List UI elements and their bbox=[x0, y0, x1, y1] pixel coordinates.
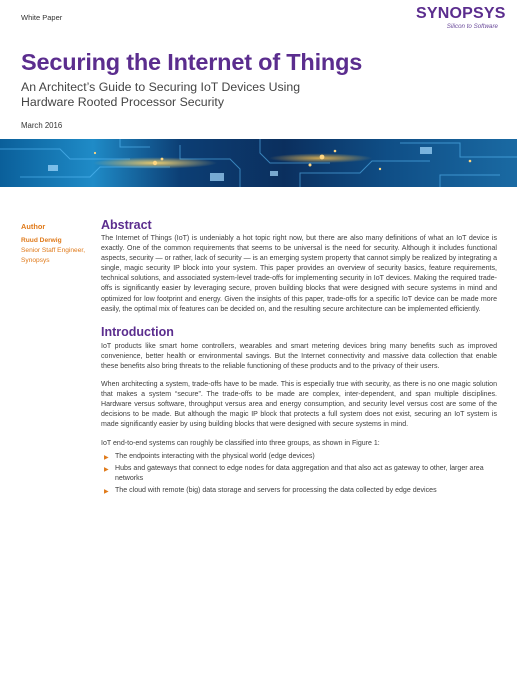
author-heading: Author bbox=[21, 222, 46, 231]
logo-wordmark: SYNOPSYS bbox=[416, 5, 506, 22]
logo-tagline: Silicon to Software bbox=[446, 23, 498, 30]
list-item bbox=[101, 452, 497, 462]
introduction-paragraph-2: When architecting a system, trade-offs have to be made. This is especially true with security, as there is no one magic solution that makes a system “secure”. The trade-offs to be made are complex, inter-dependent, and span multiple disciplines. Hardware versus software, throughput versus area and energy consumption, and security level versus cost are some of the decisions to be made. But although the magic IP block that protects a full system does not exist, securing an IoT system is made significantly easier by using building blocks that were designed with secure systems in mind. bbox=[101, 381, 497, 429]
list-item bbox=[101, 464, 497, 484]
triangle-bullet-icon: ▶ bbox=[104, 488, 109, 495]
introduction-paragraph-3: IoT end-to-end systems can roughly be classified into three groups, as shown in Figure 1: bbox=[101, 439, 380, 447]
abstract-paragraph: The Internet of Things (IoT) is undeniably a hot topic right now, but there are also many definitions of what an IoT device is exactly. One of the common requirements that seems to be universal is the need for security. Although it includes functional aspects, security — or rather, lack of security — is an emerging system property that cannot simply be realized by integrating a single, magic security IP block into your system. This paper provides an overview of security basics, feature requirements, technical solutions, and associated system-level trade-offs for implementing security in IoT devices. Making the required trade-offs is significantly easier by leveraging secure, proven building blocks that were designed with secure systems in mind and optimized for low footprint and energy. Given the insights of this paper, trade-offs for a specific IoT device can be made more easily, the optimal mix of features can be decided on, and the resulting secure architecture can be implemented efficiently. bbox=[101, 235, 497, 313]
circuit-board-banner-icon bbox=[0, 139, 517, 187]
introduction-paragraph-1: IoT products like smart home controllers, wearables and smart metering devices bring many benefits such as improved convenience, better health or environmental savings. But the Internet connectivity and massive data collection that enable these benefits also bring threats to the reliable functioning of these products and to the privacy of their users. bbox=[101, 342, 497, 370]
author-name: Ruud Derwig bbox=[21, 237, 62, 244]
list-item-text: The cloud with remote (big) data storage and servers for processing the data collected by edge devices bbox=[115, 486, 437, 494]
author-sidebar bbox=[21, 222, 101, 266]
publication-date: March 2016 bbox=[21, 121, 63, 130]
document-type-label: White Paper bbox=[21, 13, 63, 22]
list-item-text: Hubs and gateways that connect to edge nodes for data aggregation and that also act as gateway to other, larger area networks bbox=[115, 464, 484, 482]
iot-groups-list bbox=[101, 452, 497, 496]
author-company: Synopsys bbox=[21, 257, 50, 264]
document-subtitle: An Architect’s Guide to Securing IoT Devices Using Hardware Rooted Processor Security bbox=[21, 80, 301, 109]
triangle-bullet-icon: ▶ bbox=[104, 466, 109, 473]
triangle-bullet-icon: ▶ bbox=[104, 454, 109, 461]
document-title: Securing the Internet of Things bbox=[21, 49, 363, 75]
introduction-heading: Introduction bbox=[101, 324, 174, 339]
synopsys-logo bbox=[416, 5, 506, 30]
list-item bbox=[101, 486, 497, 496]
list-item-text: The endpoints interacting with the physical world (edge devices) bbox=[115, 452, 315, 460]
author-title: Senior Staff Engineer, bbox=[21, 247, 86, 254]
abstract-heading: Abstract bbox=[101, 218, 152, 232]
main-content bbox=[101, 218, 497, 498]
